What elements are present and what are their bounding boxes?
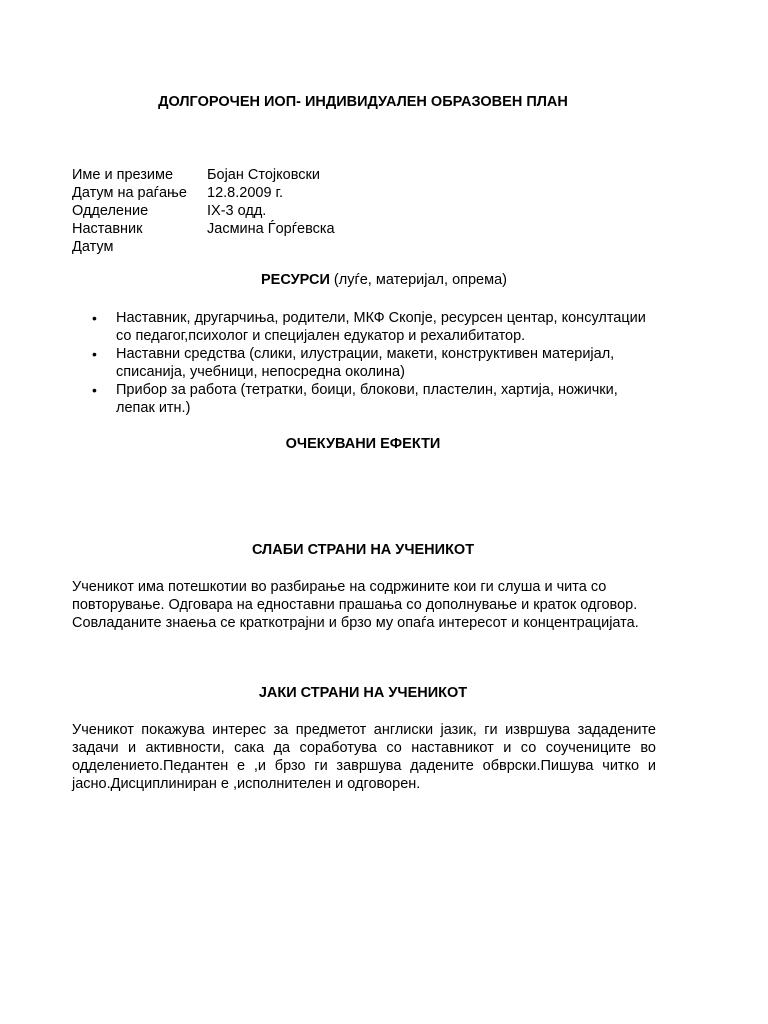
weaknesses-heading: СЛАБИ СТРАНИ НА УЧЕНИКОТ [251, 542, 475, 558]
expected-effects-heading: ОЧЕКУВАНИ ЕФЕКТИ [285, 436, 441, 452]
bullet-icon: • [92, 310, 97, 326]
weaknesses-text: Ученикот има потешкотии во разбирање на содржините кои ги слуша и чита со повторување. Одговара на едноставни прашања со дополнување и краток одговор. Совладаните знаења се краткотрајни и брзо му опаѓа интересот и концентрацијата. [72, 579, 639, 631]
info-row-name [72, 166, 335, 184]
resources-heading-bold: РЕСУРСИ [261, 272, 330, 288]
info-label: Датум на раѓање [72, 185, 187, 201]
student-info [72, 166, 335, 256]
info-label: Име и презиме [72, 167, 174, 183]
resources-list [92, 309, 652, 417]
list-item [92, 309, 652, 345]
resources-heading [0, 272, 768, 288]
info-row-class [72, 202, 335, 220]
info-row-date [72, 238, 335, 256]
list-item-text: Прибор за работа (тетратки, боици, блокови, пластелин, хартија, ножички, лепак итн.) [116, 382, 618, 416]
info-value: Јасмина Ѓорѓевска [207, 221, 335, 237]
list-item-text: Наставни средства (слики, илустрации, макети, конструктивен материјал, списанија, учебници, непосредна околина) [116, 346, 615, 380]
strengths-heading: ЈАКИ СТРАНИ НА УЧЕНИКОТ [258, 685, 468, 701]
info-value: IX-3 одд. [207, 203, 267, 219]
list-item-text: Наставник, другарчиња, родители, МКФ Скопје, ресурсен центар, консултации со педагог,психолог и специјален едукатор и рехалибитатор. [116, 310, 646, 344]
bullet-icon: • [92, 346, 97, 362]
info-label: Наставник [72, 221, 143, 237]
info-row-birthdate [72, 184, 335, 202]
info-value: 12.8.2009 г. [207, 185, 284, 201]
document-title: ДОЛГОРОЧЕН ИОП- ИНДИВИДУАЛЕН ОБРАЗОВЕН ПЛАН [158, 94, 568, 110]
resources-subheading: (луѓе, материјал, опрема) [329, 272, 507, 288]
list-item [92, 345, 652, 381]
list-item [92, 381, 652, 417]
info-value: Бојан Стојковски [207, 167, 320, 183]
strengths-text: Ученикот покажува интерес за предметот англиски јазик, ги извршува зададените задачи и активности, сака да соработува со наставникот и со соучениците во одделението.Педантен е ,и брзо ги завршува дадените обврски.Пишува читко и јасно.Дисциплиниран е ,исполнителен и одговорен. [72, 722, 656, 792]
info-label: Одделение [72, 203, 149, 219]
info-row-teacher [72, 220, 335, 238]
bullet-icon: • [92, 382, 97, 398]
info-label: Датум [72, 239, 114, 255]
